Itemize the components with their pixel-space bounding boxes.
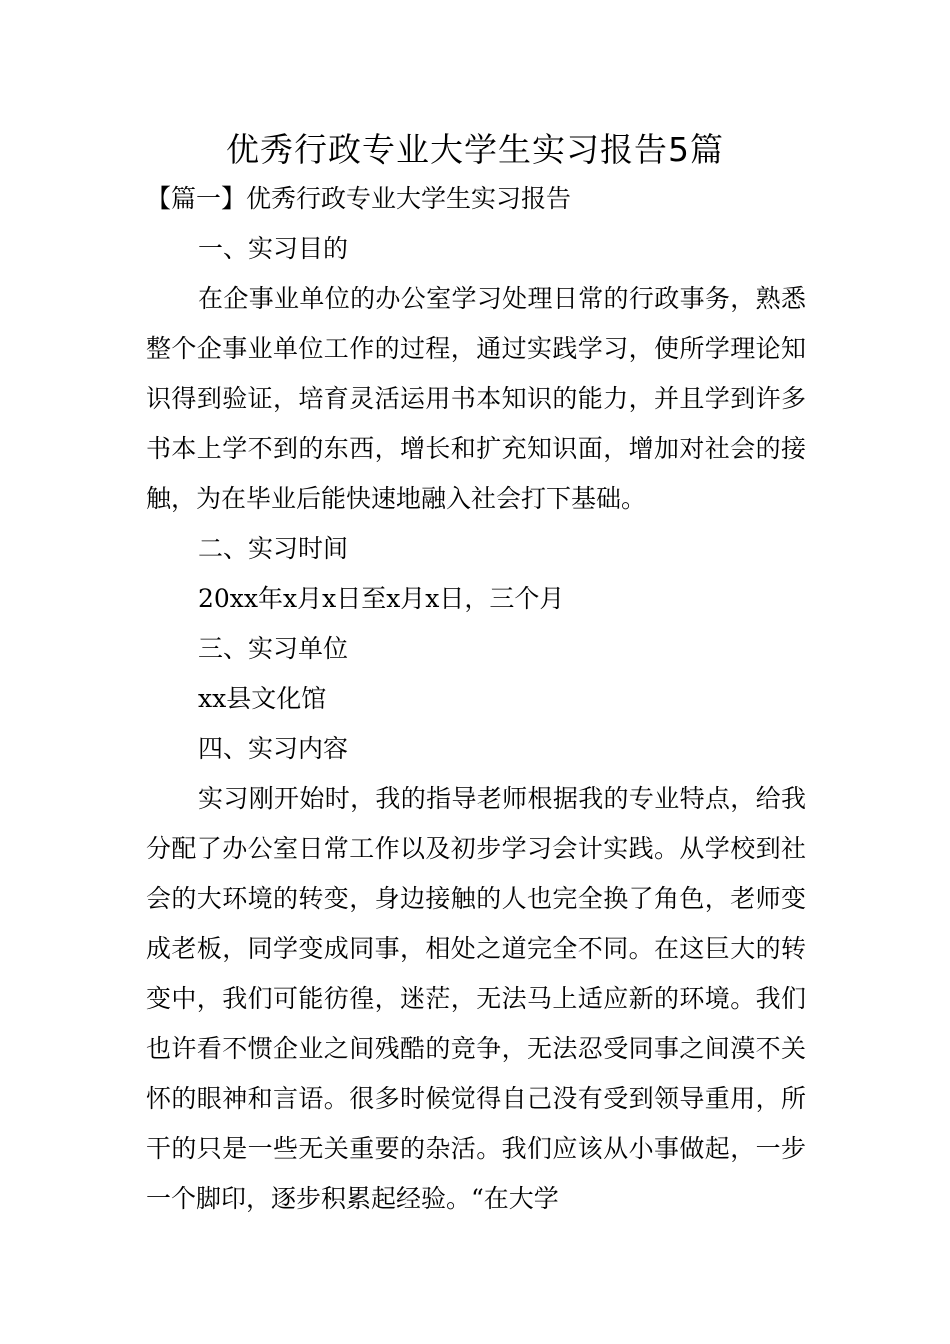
heading-unit: 三、实习单位 [198,634,349,663]
document-title: 优秀行政专业大学生实习报告5篇 [226,130,724,169]
heading-content: 四、实习内容 [198,734,349,763]
paragraph-purpose: 在企事业单位的办公室学习处理日常的行政事务，熟悉整个企事业单位工作的过程，通过实践学习，使所学理论知识得到验证，培育灵活运用书本知识的能力，并且学到许多书本上学不到的东西，增长和扩充知识面，增加对社会的接触，为在毕业后能快速地融入社会打下基础。 [146,284,806,513]
paragraph-content: 实习刚开始时，我的指导老师根据我的专业特点，给我分配了办公室日常工作以及初步学习会计实践。从学校到社会的大环境的转变，身边接触的人也完全换了角色，老师变成老板，同学变成同事，相处之道完全不同。在这巨大的转变中，我们可能彷徨，迷茫，无法马上适应新的环境。我们也许看不惯企业之间残酷的竞争，无法忍受同事之间漠不关怀的眼神和言语。很多时候觉得自己没有受到领导重用，所干的只是一些无关重要的杂活。我们应该从小事做起，一步一个脚印，逐步积累起经验。“在大学 [146,784,806,1213]
section-heading-part-one: 【篇一】优秀行政专业大学生实习报告 [146,184,572,213]
heading-purpose: 一、实习目的 [198,234,349,263]
heading-time: 二、实习时间 [198,534,349,563]
document-body [146,174,806,1224]
paragraph-unit: xx县文化馆 [198,684,327,713]
paragraph-time: 20xx年x月x日至x月x日，三个月 [198,584,565,613]
